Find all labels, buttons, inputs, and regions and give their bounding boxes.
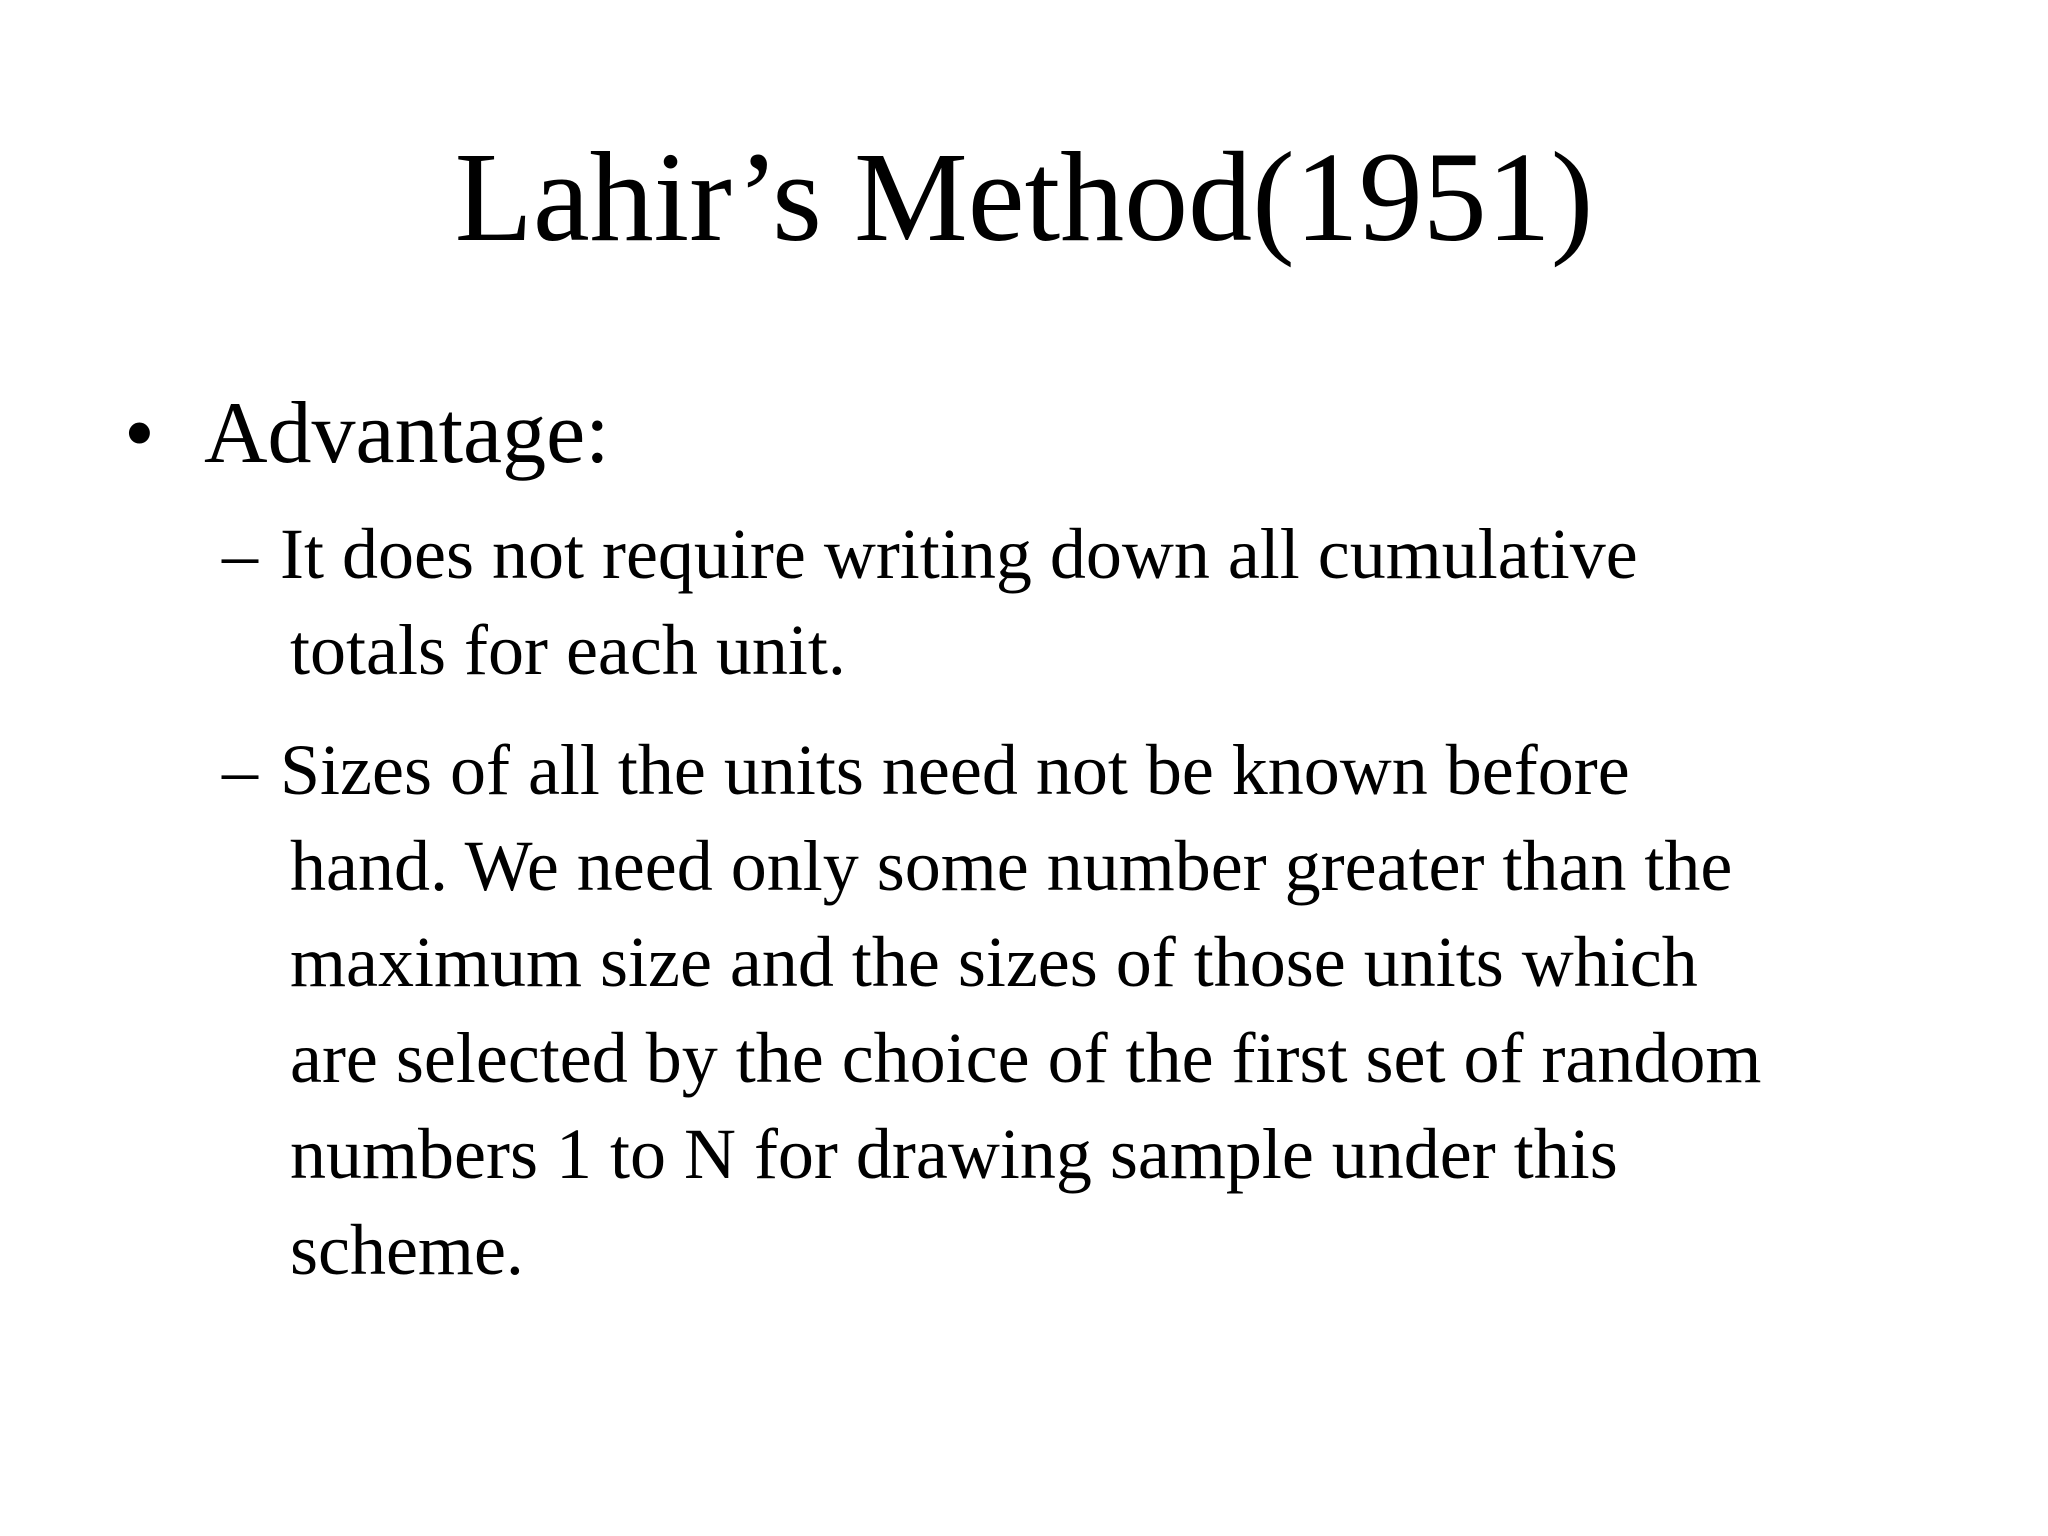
- subpoint-2-line-5: numbers 1 to N for drawing sample under this: [290, 1114, 1618, 1194]
- bullet-marker: •: [124, 385, 155, 482]
- subpoint-1-text: [280, 506, 1970, 698]
- subpoint-2-line-1: Sizes of all the units need not be known before: [280, 730, 1630, 810]
- slide-title: Lahir’s Method(1951): [454, 126, 1594, 268]
- subpoint-2-line-4: are selected by the choice of the first set of random: [290, 1018, 1762, 1098]
- subpoint-1-line-1: It does not require writing down all cumulative: [280, 514, 1638, 594]
- bullet-label: Advantage:: [204, 385, 610, 482]
- subpoint-2-line-6: scheme.: [290, 1210, 524, 1290]
- subpoint-2-marker: –: [222, 730, 258, 810]
- subpoint-2-line-2: hand. We need only some number greater than the: [290, 826, 1733, 906]
- subpoint-2-line-3: maximum size and the sizes of those units which: [290, 922, 1698, 1002]
- subpoint-2-text: [280, 722, 1970, 1298]
- subpoint-1-marker: –: [222, 514, 258, 594]
- subpoint-1-line-2: totals for each unit.: [290, 610, 846, 690]
